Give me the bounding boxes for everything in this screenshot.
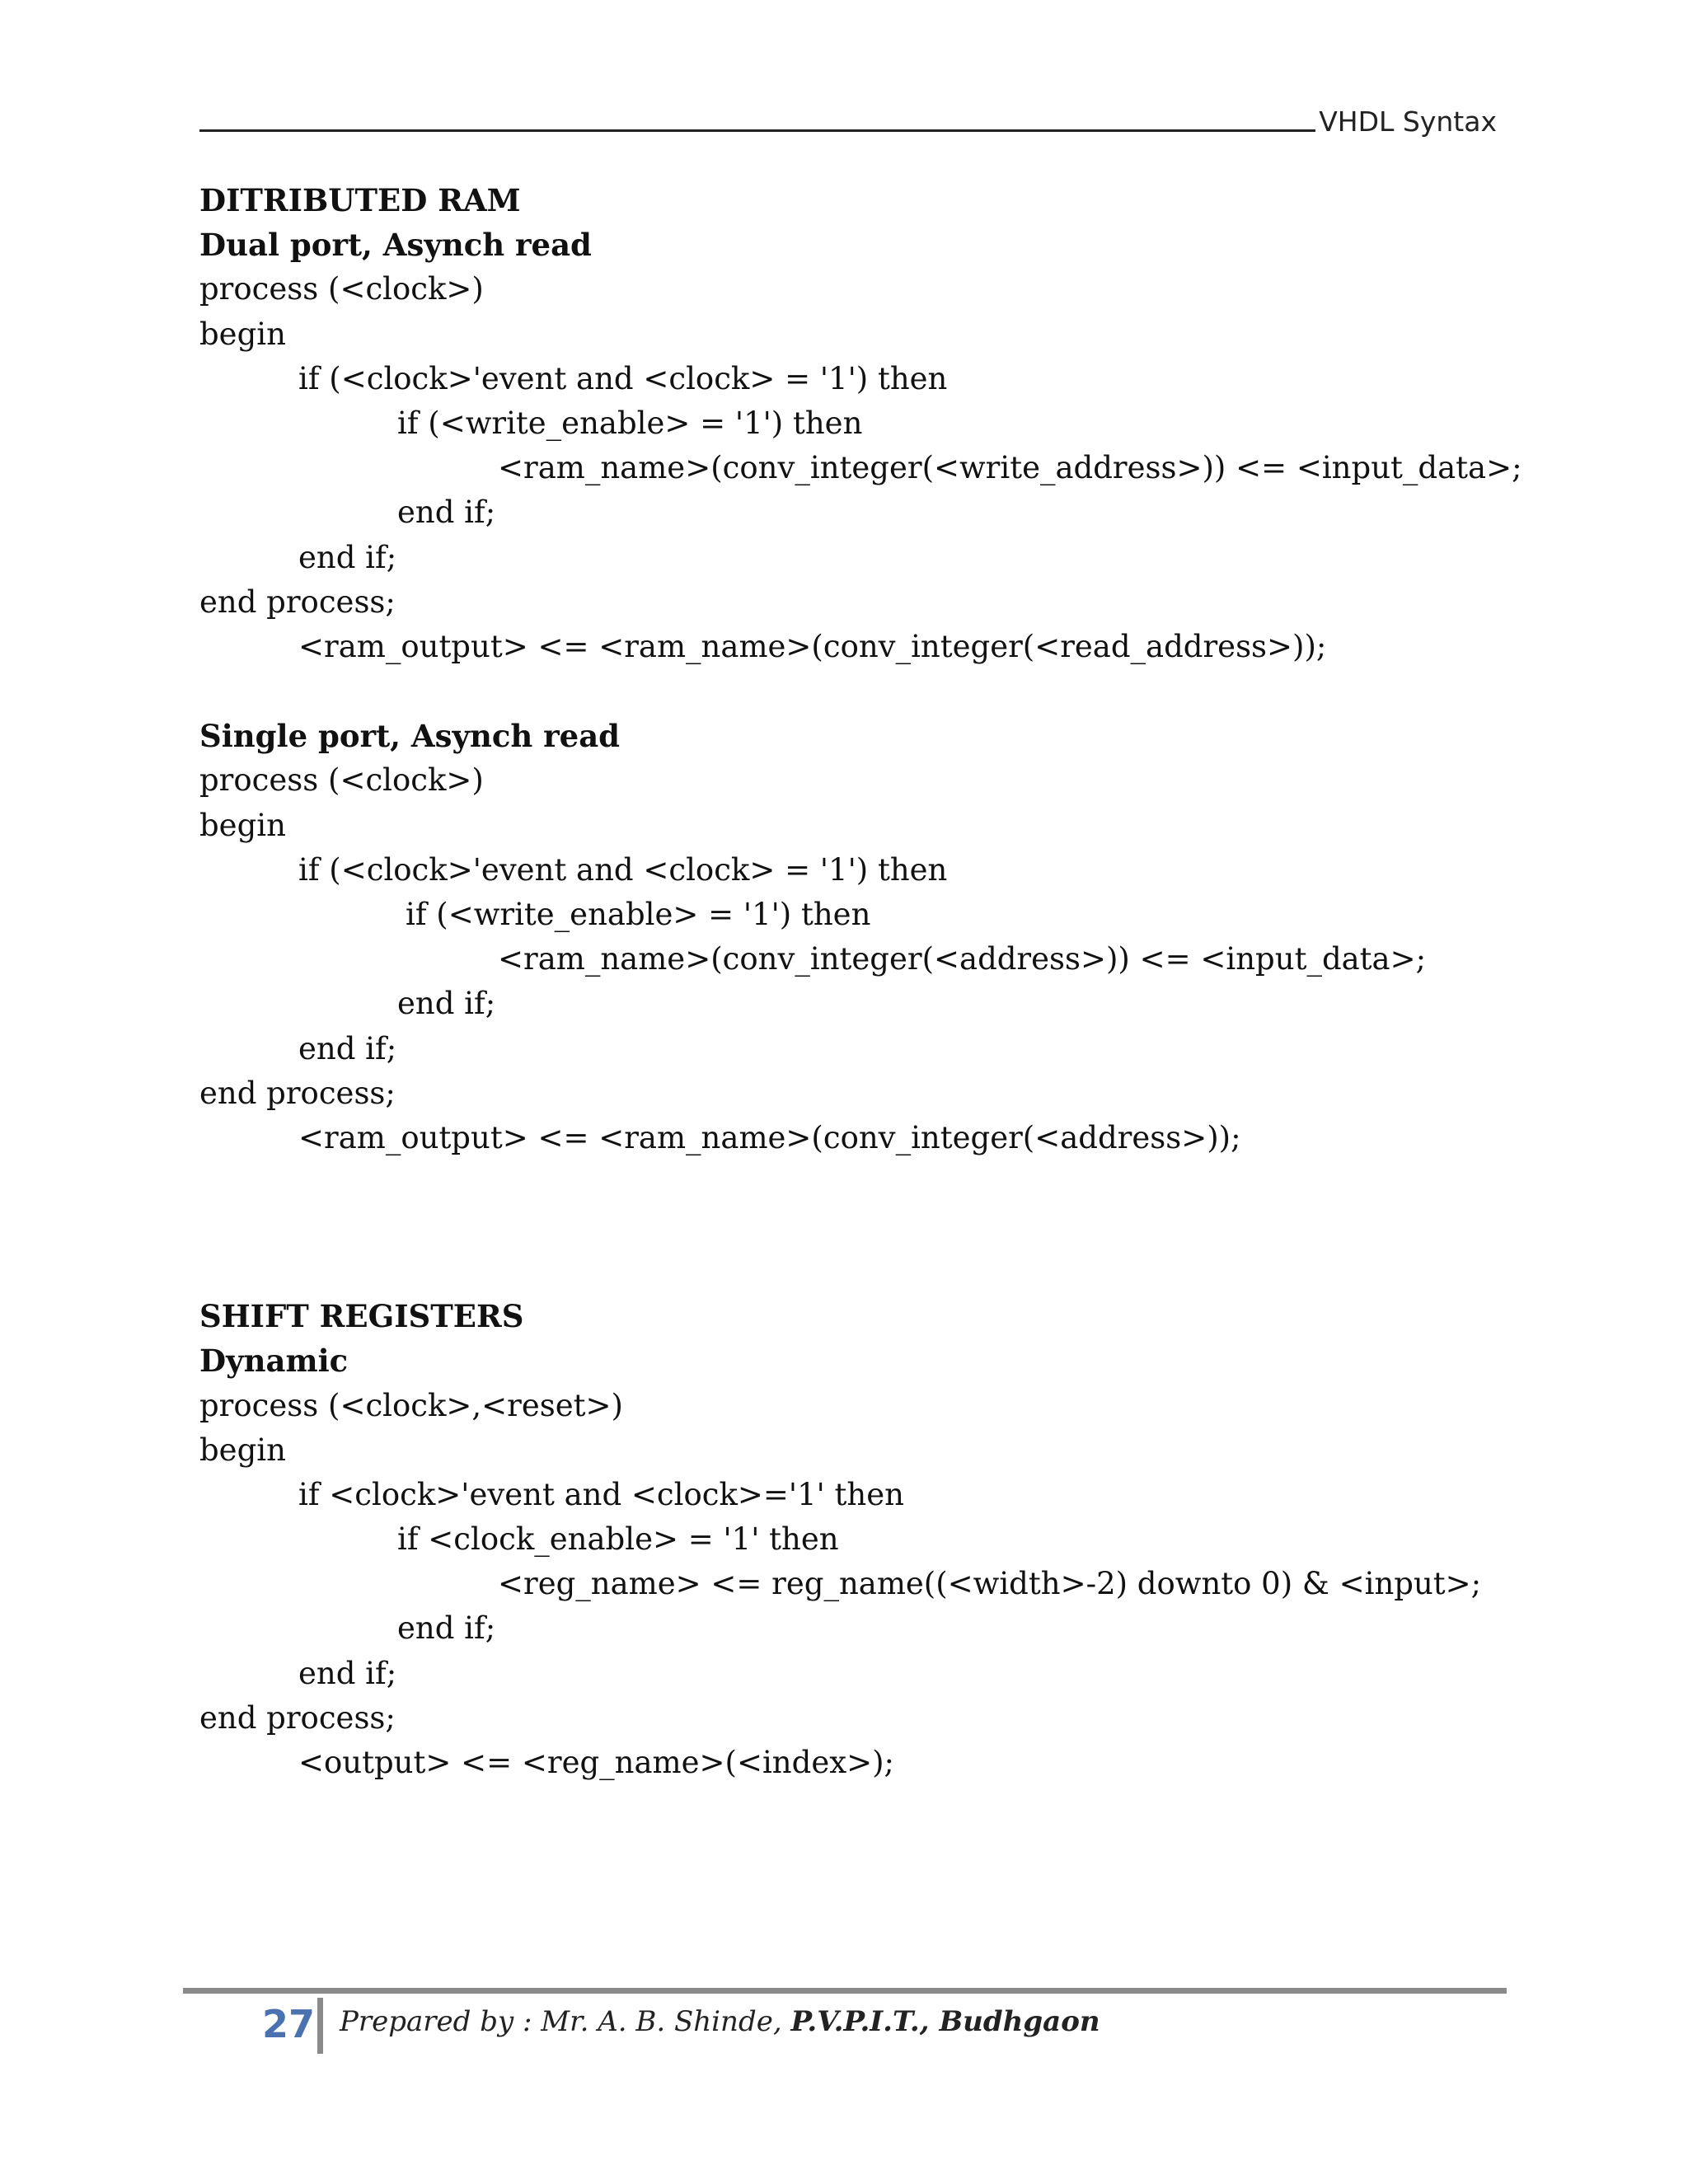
code-line: if (<write_enable> = '1') then [406,897,871,932]
code-line: <output> <= <reg_name>(<index>); [298,1745,894,1780]
code-line: <ram_output> <= <ram_name>(conv_integer(<address>)); [298,1119,1241,1155]
code-line: if (<clock>'event and <clock> = '1') then [298,360,948,396]
code-line: end if; [298,1030,397,1066]
code-line: if <clock>'event and <clock>='1' then [298,1476,904,1512]
code-line: <ram_name>(conv_integer(<address>)) <= <input_data>; [498,941,1427,977]
code-block-single-port [199,758,1485,1160]
page-footer [183,1988,1507,2054]
code-line: if <clock_enable> = '1' then [397,1521,839,1558]
subsection-heading-single-port: Single port, Asynch read [199,718,621,755]
code-line: end if; [298,1655,397,1691]
section-heading-distributed-ram: DITRIBUTED RAM [199,182,521,218]
code-line: end if; [397,1610,496,1647]
code-line: end if; [298,539,397,575]
code-line: end if; [397,494,496,531]
code-line: begin [199,1432,286,1468]
code-line: <ram_name>(conv_integer(<write_address>)) <= <input_data>; [498,450,1522,486]
code-line: process (<clock>) [199,762,484,799]
code-line: end if; [397,986,496,1022]
header-rule [199,129,1315,132]
institute-name: P.V.P.I.T., Budhgaon [790,2005,1100,2038]
code-line: if (<clock>'event and <clock> = '1') then [298,851,948,888]
footer-rule [183,1988,1507,1994]
page-header [199,97,1497,137]
code-line: end process; [199,1699,396,1736]
page-content [199,178,1522,1785]
code-block-dual-port [199,267,1522,669]
code-line: process (<clock>,<reset>) [199,1387,623,1423]
code-line: <ram_output> <= <ram_name>(conv_integer(<read_address>)); [298,628,1327,664]
header-title: VHDL Syntax [1319,105,1497,138]
code-line: <reg_name> <= reg_name((<width>-2) downto 0) & <input>; [498,1566,1482,1602]
footer-credit [340,2001,1100,2042]
code-line: process (<clock>) [199,271,484,307]
code-line: if (<write_enable> = '1') then [397,405,863,441]
code-line: begin [199,316,286,352]
prepared-by: Prepared by : Mr. A. B. Shinde, [340,2005,791,2038]
section-heading-shift-registers: SHIFT REGISTERS [199,1298,524,1335]
subsection-heading-dual-port: Dual port, Asynch read [199,227,592,264]
code-line: end process; [199,583,396,620]
page-number: 27 [262,2002,316,2046]
code-line: end process; [199,1075,396,1111]
footer-separator [317,1998,323,2054]
subsection-heading-dynamic: Dynamic [199,1343,349,1380]
code-block-dynamic [199,1384,1485,1786]
code-line: begin [199,807,286,843]
